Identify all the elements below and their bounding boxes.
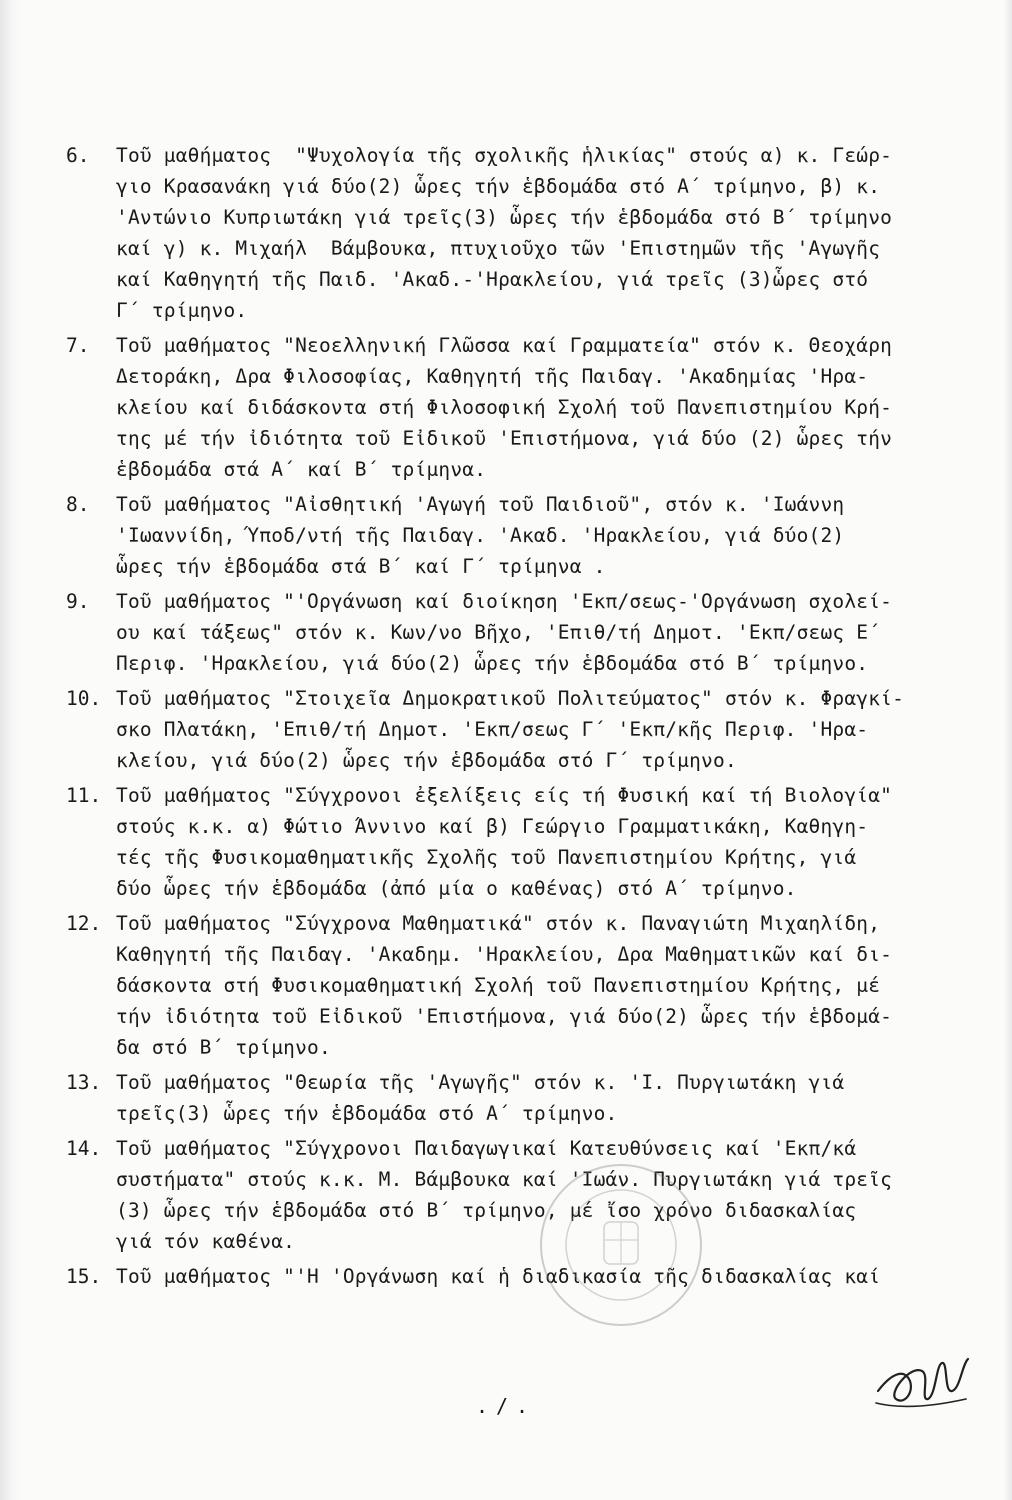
page-continuation-mark: ./. <box>475 1394 537 1418</box>
text-line: ου καί τάξεως" στόν κ. Κων/νο Βῆχο, 'Επιθ/τή Δημοτ. 'Εκπ/σεως Ε΄ <box>116 621 881 644</box>
text-line: τές τῆς Φυσικομαθηματικῆς Σχολῆς τοῦ Πανεπιστημίου Κρήτης, γιά <box>116 846 857 869</box>
item-text <box>116 330 994 485</box>
item-number: 9. <box>66 590 90 613</box>
item-text <box>116 140 994 326</box>
item-number: 11. <box>66 784 102 807</box>
text-line: Τοῦ μαθήματος "Στοιχεῖα Δημοκρατικοῦ Πολιτεύματος" στόν κ. Φραγκί- <box>116 687 905 710</box>
list-item-9 <box>66 586 994 679</box>
page-binding-edge <box>0 0 22 1500</box>
text-line: (3) ὧρες τήν ἑβδομάδα στό Β΄ τρίμηνο, μέ ἴσο χρόνο διδασκαλίας <box>116 1199 857 1222</box>
text-line: στούς κ.κ. α) Φώτιο Άννινο καί β) Γεώργιο Γραμματικάκη, Καθηγη- <box>116 815 869 838</box>
text-line: Τοῦ μαθήματος "Σύγχρονοι ἐξελίξεις είς τή Φυσική καί τή Βιολογία" <box>116 784 893 807</box>
text-line: ὧρες τήν ἑβδομάδα στά Β΄ καί Γ΄ τρίμηνα . <box>116 555 606 578</box>
text-line: Τοῦ μαθήματος "Νεοελληνική Γλῶσσα καί Γραμματεία" στόν κ. Θεοχάρη <box>116 334 893 357</box>
item-number: 6. <box>66 144 90 167</box>
text-line: Περιφ. 'Ηρακλείου, γιά δύο(2) ὧρες τήν ἑβδομάδα στό Β΄ τρίμηνο. <box>116 652 869 675</box>
item-text <box>116 1067 994 1129</box>
text-line: συστήματα" στούς κ.κ. Μ. Βάμβουκα καί 'Ιωάν. Πυργιωτάκη γιά τρεῖς <box>116 1168 893 1191</box>
text-line: 'Αντώνιο Κυπριωτάκη γιά τρεῖς(3) ὧρες τήν ἑβδομάδα στό Β΄ τρίμηνο <box>116 206 893 229</box>
item-text <box>116 683 994 776</box>
text-line: Τοῦ μαθήματος "Σύγχρονα Μαθηματικά" στόν κ. Παναγιώτη Μιχαηλίδη, <box>116 912 881 935</box>
text-line: καί γ) κ. Μιχαήλ Βάμβουκα, πτυχιοῦχο τῶν 'Επιστημῶν τῆς 'Αγωγῆς <box>116 237 881 260</box>
item-number: 7. <box>66 334 90 357</box>
text-line: δύο ὧρες τήν ἑβδομάδα (ἀπό μία ο καθένας) στό Α΄ τρίμηνο. <box>116 877 797 900</box>
text-line: τρεῖς(3) ὧρες τήν ἑβδομάδα στό Α΄ τρίμηνο. <box>116 1102 618 1125</box>
item-number: 14. <box>66 1137 102 1160</box>
item-text <box>116 908 994 1063</box>
text-line: γιο Κρασανάκη γιά δύο(2) ὧρες τήν ἑβδομάδα στό Α΄ τρίμηνο, β) κ. <box>116 175 881 198</box>
text-line: Τοῦ μαθήματος "Αἰσθητική 'Αγωγή τοῦ Παιδιοῦ", στόν κ. 'Ιωάννη <box>116 493 845 516</box>
list-item-15 <box>66 1261 994 1292</box>
list-item-8 <box>66 489 994 582</box>
item-text <box>116 489 994 582</box>
text-line: κλείου, γιά δύο(2) ὧρες τήν ἑβδομάδα στό Γ΄ τρίμηνο. <box>116 749 737 772</box>
item-text <box>116 780 994 904</box>
list-item-6 <box>66 140 994 326</box>
list-item-7 <box>66 330 994 485</box>
text-line: της μέ τήν ἰδιότητα τοῦ Εἰδικοῦ 'Επιστήμονα, γιά δύο (2) ὧρες τήν <box>116 427 893 450</box>
list-item-12 <box>66 908 994 1063</box>
list-item-13 <box>66 1067 994 1129</box>
text-line: σκο Πλατάκη, 'Επιθ/τή Δημοτ. 'Εκπ/σεως Γ΄ 'Εκπ/κῆς Περιφ. 'Ηρα- <box>116 718 869 741</box>
text-line: Δετοράκη, Δρα Φιλοσοφίας, Καθηγητή τῆς Παιδαγ. 'Ακαδημίας 'Ηρα- <box>116 365 869 388</box>
item-number: 8. <box>66 493 90 516</box>
text-line: δα στό Β΄ τρίμηνο. <box>116 1036 331 1059</box>
item-number: 12. <box>66 912 102 935</box>
text-line: καί Καθηγητή τῆς Παιδ. 'Ακαδ.-'Ηρακλείου, γιά τρεῖς (3)ὧρες στό <box>116 268 869 291</box>
text-line: Γ΄ τρίμηνο. <box>116 299 248 322</box>
document-body <box>66 140 994 1292</box>
official-seal-stamp <box>536 1160 706 1330</box>
list-item-10 <box>66 683 994 776</box>
item-number: 15. <box>66 1265 102 1288</box>
text-line: ἑβδομάδα στά Α΄ καί Β΄ τρίμηνα. <box>116 458 487 481</box>
text-line: Τοῦ μαθήματος "Σύγχρονοι Παιδαγωγικαί Κατευθύνσεις καί 'Εκπ/κά <box>116 1137 857 1160</box>
text-line: Καθηγητή τῆς Παιδαγ. 'Ακαδημ. 'Ηρακλείου, Δρα Μαθηματικῶν καί δι- <box>116 943 893 966</box>
text-line: γιά τόν καθένα. <box>116 1230 296 1253</box>
text-line: Τοῦ μαθήματος "Ψυχολογία τῆς σχολικῆς ἡλικίας" στούς α) κ. Γεώρ- <box>116 144 893 167</box>
text-line: δάσκοντα στή Φυσικομαθηματική Σχολή τοῦ Πανεπιστημίου Κρήτης, μέ <box>116 974 881 997</box>
text-line: Τοῦ μαθήματος "Θεωρία τῆς 'Αγωγῆς" στόν κ. 'Ι. Πυργιωτάκη γιά <box>116 1071 845 1094</box>
list-item-14 <box>66 1133 994 1257</box>
text-line: τήν ἰδιότητα τοῦ Εἰδικοῦ 'Επιστήμονα, γιά δύο(2) ὧρες τήν ἑβδομά- <box>116 1005 893 1028</box>
list-item-11 <box>66 780 994 904</box>
text-line: κλείου καί διδάσκοντα στή Φιλοσοφική Σχολή τοῦ Πανεπιστημίου Κρή- <box>116 396 893 419</box>
item-number: 13. <box>66 1071 102 1094</box>
item-text <box>116 586 994 679</box>
item-number: 10. <box>66 687 102 710</box>
text-line: Τοῦ μαθήματος "'Οργάνωση καί διοίκηση 'Εκπ/σεως-'Οργάνωση σχολεί- <box>116 590 893 613</box>
text-line: 'Ιωαννίδη, Ύποδ/ντή τῆς Παιδαγ. 'Ακαδ. 'Ηρακλείου, γιά δύο(2) <box>116 524 845 547</box>
page-right-edge <box>1004 0 1012 1500</box>
text-line: Τοῦ μαθήματος "'Η 'Οργάνωση καί ἡ διαδικασία τῆς διδασκαλίας καί <box>116 1265 881 1288</box>
